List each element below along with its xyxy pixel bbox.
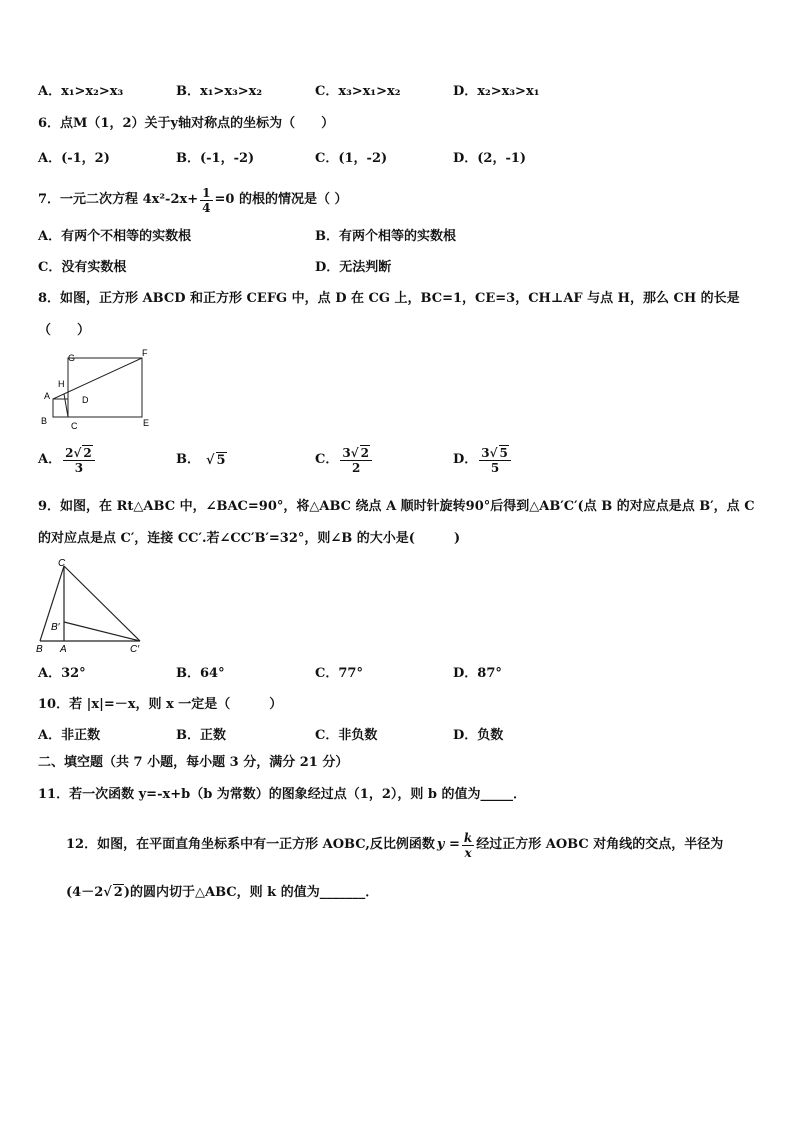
section-2-heading: 二、填空题（共 7 小题，每小题 3 分，满分 21 分） bbox=[38, 755, 349, 770]
q8-option-a-fraction: $\frac{2√ 2}{3}$ bbox=[63, 445, 95, 475]
q10-option-b: B．正数 bbox=[176, 728, 226, 743]
q8-option-c bbox=[315, 442, 374, 478]
q7-option-d: D．无法判断 bbox=[315, 260, 392, 275]
q10-option-c: C．非负数 bbox=[315, 728, 378, 743]
q8-segment-af bbox=[53, 358, 142, 399]
q9-segment-b-prime-c-prime bbox=[64, 622, 140, 641]
q8-option-a bbox=[38, 442, 97, 478]
q8-a-coef: 2 bbox=[65, 446, 74, 460]
q5-option-b: B．x₁>x₃>x₂ bbox=[176, 84, 263, 99]
q5-option-d: D．x₂>x₃>x₁ bbox=[453, 84, 540, 99]
q9-label-b-prime: B′ bbox=[51, 622, 60, 633]
q6-option-d: D．(2，-1) bbox=[453, 151, 527, 166]
q8-label-h: H bbox=[58, 379, 65, 389]
q8-c-coef: 3 bbox=[342, 446, 351, 460]
q12-frac-den: x bbox=[464, 845, 472, 860]
q8-figure bbox=[38, 348, 158, 430]
q8-b-radicand: 5 bbox=[216, 452, 226, 468]
q7-option-a: A．有两个不相等的实数根 bbox=[38, 229, 192, 244]
q8-option-d-fraction: $\frac{3√ 5}{5}$ bbox=[479, 445, 511, 475]
q9-figure bbox=[36, 558, 148, 654]
q9-label-c-prime: C′ bbox=[130, 644, 140, 654]
q8-segment-ch bbox=[64, 394, 68, 417]
q12-line2-post: )的圆内切于△ABC，则 k 的值为_______． bbox=[123, 885, 379, 900]
q8-stem-line2: （ ） bbox=[38, 323, 91, 338]
q7-stem-post: =0 的根的情况是（ ） bbox=[214, 192, 348, 207]
q9-option-c: C．77° bbox=[315, 666, 363, 681]
q7-stem bbox=[38, 182, 348, 218]
q6-option-c: C．(1，-2) bbox=[315, 151, 388, 166]
q5-option-c: C．x₃>x₁>x₂ bbox=[315, 84, 401, 99]
q8-a-den: 3 bbox=[74, 461, 84, 475]
q9-stem-line2: 的对应点是点 C′，连接 CC′.若∠CC′B′=32°，则∠B 的大小是( ) bbox=[38, 531, 461, 546]
q8-c-den: 2 bbox=[351, 461, 361, 475]
q8-label-b: B bbox=[41, 416, 48, 426]
q6-option-b: B．(-1，-2) bbox=[176, 151, 255, 166]
q7-stem-pre: 7．一元二次方程 4x²-2x+ bbox=[38, 192, 199, 207]
q8-label-e: E bbox=[143, 418, 150, 428]
q8-label-d: D bbox=[82, 395, 89, 405]
q8-option-a-prefix: A． bbox=[38, 452, 62, 467]
q7-option-c: C．没有实数根 bbox=[38, 260, 127, 275]
q6-option-a: A．(-1，2) bbox=[38, 151, 110, 166]
q8-label-c: C bbox=[71, 421, 78, 430]
q8-option-b-prefix: B． bbox=[176, 452, 200, 467]
q9-label-b: B bbox=[36, 644, 43, 654]
q8-option-c-prefix: C． bbox=[315, 452, 339, 467]
q8-label-a: A bbox=[44, 391, 51, 401]
q9-segment-cc-prime bbox=[64, 566, 140, 641]
q10-stem: 10．若 |x|=－x，则 x 一定是（ ） bbox=[38, 697, 283, 712]
q12-line2: (4－2√ 2)的圆内切于△ABC，则 k 的值为_______． bbox=[66, 885, 379, 900]
q12-line1 bbox=[66, 826, 723, 864]
q9-label-a: A bbox=[60, 644, 67, 654]
q8-a-radicand: 2 bbox=[83, 446, 92, 460]
q7-frac-den: 4 bbox=[202, 200, 211, 215]
q8-d-den: 5 bbox=[490, 461, 500, 475]
q8-option-d bbox=[453, 442, 513, 478]
q9-stem-line1: 9．如图，在 Rt△ABC 中，∠BAC=90°，将△ABC 绕点 A 顺时针旋转90°后得到△AB′C′(点 B 的对应点是点 B′，点 C bbox=[38, 499, 755, 514]
q12-line1-pre: 12．如图，在平面直角坐标系中有一正方形 AOBC,反比例函数 bbox=[66, 837, 435, 852]
q10-option-a: A．非正数 bbox=[38, 728, 101, 743]
q12-frac-num: k bbox=[463, 830, 473, 845]
q12-fraction bbox=[462, 831, 474, 860]
q9-label-c: C bbox=[58, 558, 66, 569]
q7-option-b: B．有两个相等的实数根 bbox=[315, 229, 456, 244]
q8-option-c-fraction: $\frac{3√ 2}{2}$ bbox=[340, 445, 372, 475]
q9-option-b: B．64° bbox=[176, 666, 225, 681]
q9-option-a: A．32° bbox=[38, 666, 86, 681]
q11-stem: 11．若一次函数 y=-x+b（b 为常数）的图象经过点（1，2），则 b 的值为_____． bbox=[38, 787, 527, 802]
q6-stem: 6．点M（1，2）关于y轴对称点的坐标为（ ） bbox=[38, 116, 335, 131]
q8-stem-line1: 8．如图，正方形 ABCD 和正方形 CEFG 中，点 D 在 CG 上，BC=1，CE=3，CH⊥AF 与点 H，那么 CH 的长是 bbox=[38, 291, 740, 306]
q8-option-d-prefix: D． bbox=[453, 452, 478, 467]
q10-option-d: D．负数 bbox=[453, 728, 504, 743]
q9-option-d: D．87° bbox=[453, 666, 502, 681]
q5-option-a: A．x₁>x₂>x₃ bbox=[38, 84, 124, 99]
q8-label-g: G bbox=[68, 353, 76, 363]
q12-line2-pre: (4－2 bbox=[66, 885, 104, 900]
q12-y-equals: y = bbox=[436, 837, 460, 852]
q7-fraction bbox=[200, 186, 212, 215]
q8-d-coef: 3 bbox=[481, 446, 490, 460]
q12-line1-post: 经过正方形 AOBC 对角线的交点，半径为 bbox=[476, 837, 724, 852]
q8-label-f: F bbox=[142, 348, 148, 358]
q8-option-b: B． √ 5 bbox=[176, 452, 226, 468]
q8-c-radicand: 2 bbox=[360, 446, 369, 460]
q12-line2-radicand: 2 bbox=[113, 885, 123, 900]
q7-frac-num: 1 bbox=[202, 185, 211, 200]
q8-d-radicand: 5 bbox=[499, 446, 508, 460]
